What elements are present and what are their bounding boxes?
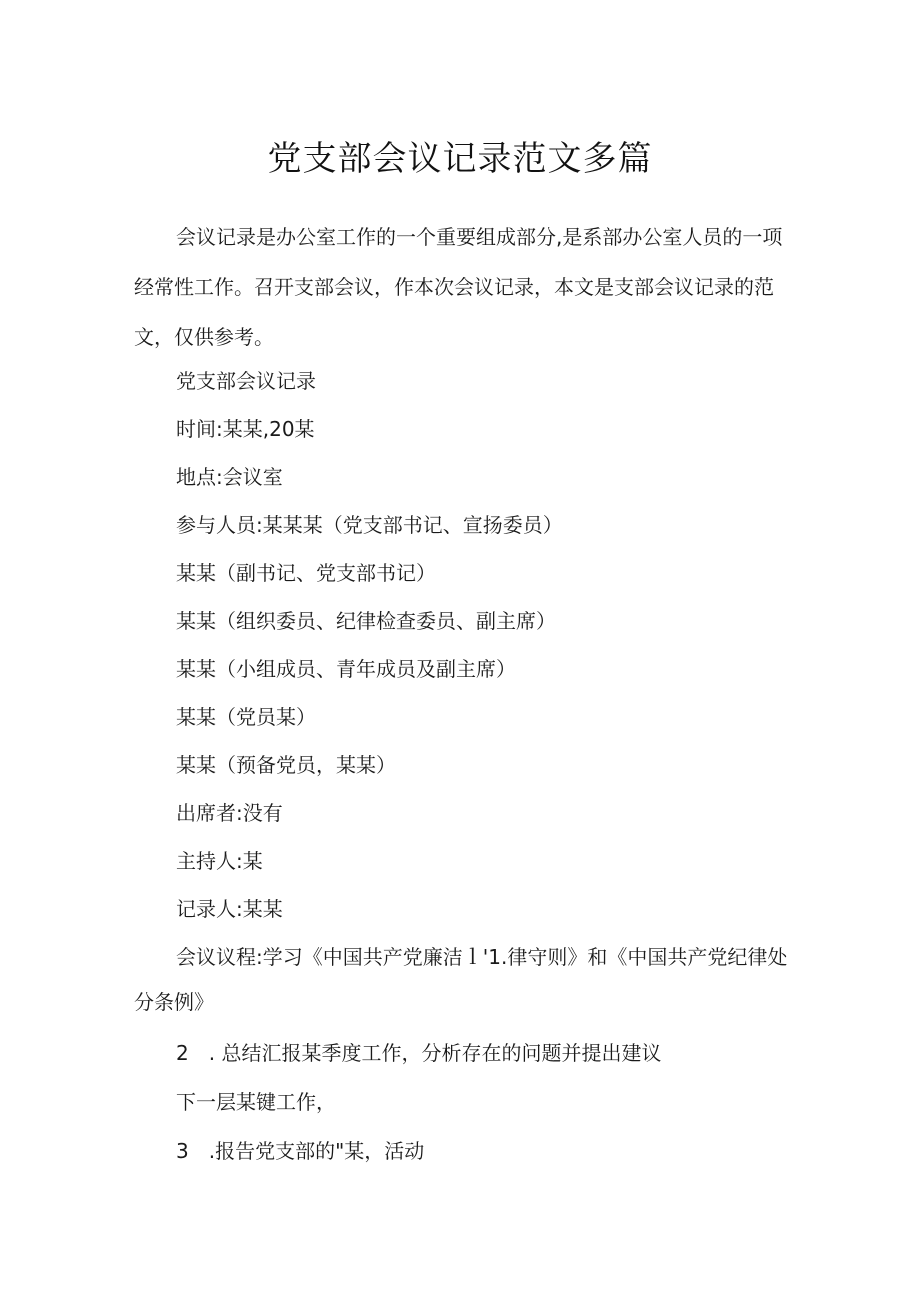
participant-line: 某某（副书记、党支部书记）	[176, 561, 436, 585]
absentees-line: 出席者:没有	[176, 801, 283, 825]
meeting-location: 地点:会议室	[176, 465, 283, 489]
agenda-item: 下一层某键工作，	[176, 1090, 336, 1114]
participant-line: 某某（组织委员、纪律检查委员、副主席）	[176, 609, 556, 633]
agenda-text: 会议议程:学习《中国共产党廉洁ｌ'1.律守则》和《中国共产党纪律处分条例》	[134, 945, 788, 1014]
host-line: 主持人:某	[176, 849, 263, 873]
meeting-time: 时间:某某,20某	[176, 417, 315, 441]
recorder-line: 记录人:某某	[176, 897, 283, 921]
agenda-item: 3 .报告党支部的"某，活动	[176, 1139, 425, 1163]
intro-text: 会议记录是办公室工作的一个重要组成部分,是系部办公室人员的一项经常性工作。召开支部会议，作本次会议记录，本文是支部会议记录的范文，仅供参考。	[134, 225, 783, 349]
agenda-paragraph	[134, 935, 792, 1025]
participant-line: 某某（党员某）	[176, 705, 316, 729]
document-title: 党支部会议记录范文多篇	[267, 139, 653, 179]
participants-line: 参与人员:某某某（党支部书记、宣扬委员）	[176, 513, 563, 537]
agenda-item: 2 . 总结汇报某季度工作，分析存在的问题并提出建议	[176, 1041, 662, 1065]
intro-paragraph	[134, 212, 792, 362]
participant-line: 某某（小组成员、青年成员及副主席）	[176, 657, 516, 681]
participant-line: 某某（预备党员，某某）	[176, 753, 396, 777]
meeting-record-heading: 党支部会议记录	[176, 369, 316, 393]
